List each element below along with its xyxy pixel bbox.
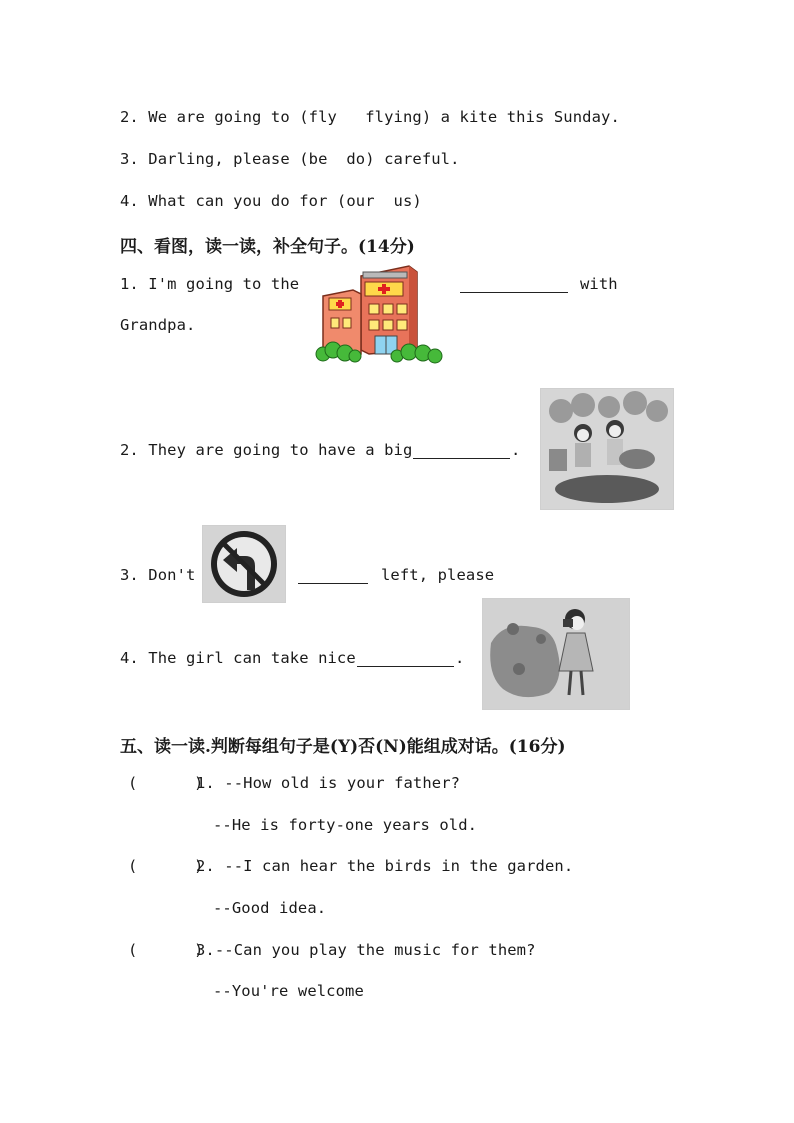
q1-text-wrap: Grandpa.: [120, 316, 196, 334]
item-1-question: 1. --How old is your father?: [196, 774, 461, 792]
section-5-heading: 五、读一读.判断每组句子是(Y)否(N)能组成对话。(16分): [120, 737, 566, 757]
q3-text-after: left, please: [381, 566, 495, 584]
no-left-turn-icon: [203, 526, 285, 602]
item-1-bracket[interactable]: ( ): [128, 774, 204, 792]
section-4-heading: 四、看图，读一读，补全句子。(14分): [120, 237, 415, 257]
q3-text-before: 3. Don't: [120, 566, 196, 584]
item-1-answer: --He is forty-one years old.: [213, 816, 478, 834]
picnic-picture: [540, 388, 674, 510]
picnic-illustration-icon: [541, 389, 673, 509]
item-3-answer: --You're welcome: [213, 982, 364, 1000]
sentence-3: 3. Darling, please (be do) careful.: [120, 150, 460, 168]
item-2-question: 2. --I can hear the birds in the garden.: [196, 857, 574, 875]
girl-camera-picture: [482, 598, 630, 710]
q4-text-before: 4. The girl can take nice: [120, 649, 356, 667]
item-3-bracket[interactable]: ( ): [128, 941, 204, 959]
q2-text-after: .: [511, 441, 521, 459]
no-left-turn-sign: [202, 525, 286, 603]
item-2-bracket[interactable]: ( ): [128, 857, 204, 875]
girl-taking-photo-icon: [483, 599, 629, 709]
q2-text-before: 2. They are going to have a big: [120, 441, 413, 459]
item-2-answer: --Good idea.: [213, 899, 327, 917]
q3-answer-blank[interactable]: [298, 568, 368, 584]
q4-text-after: .: [455, 649, 465, 667]
sentence-2: 2. We are going to (fly flying) a kite this Sunday.: [120, 108, 620, 126]
sentence-4: 4. What can you do for (our us): [120, 192, 422, 210]
q2-answer-blank[interactable]: [413, 443, 510, 459]
hospital-picture: [313, 262, 447, 364]
hospital-icon: [313, 262, 447, 364]
q1-text-before: 1. I'm going to the: [120, 275, 300, 293]
q1-text-after: with: [580, 275, 618, 293]
q4-answer-blank[interactable]: [357, 651, 454, 667]
item-3-question: 3.--Can you play the music for them?: [196, 941, 536, 959]
q1-answer-blank[interactable]: [460, 277, 568, 293]
